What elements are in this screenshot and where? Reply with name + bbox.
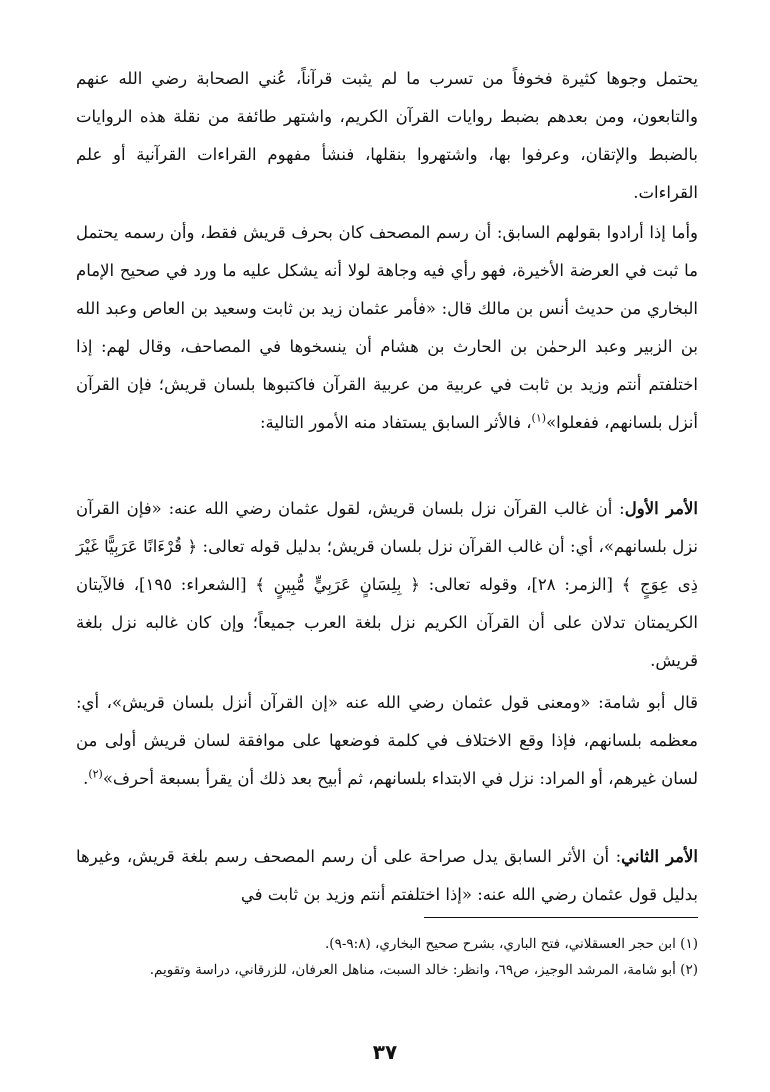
footnote-ref-2[interactable]: (٢) (88, 767, 103, 781)
footnote-2: (٢) أبو شامة، المرشد الوجيز، ص٦٩، وانظر: خالد السبت، مناهل العرفان، للزرقاني، دراسة وتقويم. (149, 962, 698, 978)
paragraph-5 (76, 838, 698, 914)
paragraph-1-text: يحتمل وجوها كثيرة فخوفاً من تسرب ما لم يثبت قرآناً، عُني الصحابة رضي الله عنهم والتابعون، ومن بعدهم بضبط روايات القرآن الكريم، واشتهر طائفة من نقلة هذه الروايات بالضبط والإتقان، وعرفوا بها، واشتهروا بنقلها، فنشأ مفهوم القراءات القرآنية أو علم القراءات. (76, 69, 698, 202)
paragraph-3 (76, 490, 698, 680)
paragraph-5-text: : أن الأثر السابق يدل صراحة على أن رسم المصحف رسم بلغة قريش، وغيرها بدليل قول عثمان رضي الله عنه: «إذا اختلفتم أنتم وزيد بن ثابت في (76, 847, 698, 904)
page-number: ٣٧ (372, 1040, 398, 1064)
paragraph-2 (76, 214, 698, 442)
footnote-ref-1[interactable]: (١) (531, 411, 547, 425)
footnote-1: (١) ابن حجر العسقلاني، فتح الباري، بشرح صحيح البخاري، (٩:٨-٩). (325, 936, 698, 952)
paragraph-1 (76, 60, 698, 212)
paragraph-4 (76, 684, 698, 798)
second-matter-label: الأمر الثاني (621, 847, 698, 866)
paragraph-2-text: وأما إذا أرادوا بقولهم السابق: أن رسم المصحف كان بحرف قريش فقط، وأن رسمه يحتمل ما ثبت في العرضة الأخيرة، فهو رأي فيه وجاهة لولا أنه يشكل عليه ما ورد في صحيح الإمام البخاري من حديث أنس بن مالك قال: «فأمر عثمان زيد بن ثابت وسعيد بن العاص وعبد الله بن الزبير وعبد الرحمٰن بن الحارث بن هشام أن ينسخوها في المصاحف، وقال لهم: إذا اختلفتم أنتم وزيد بن ثابت في عربية من عربية القرآن فاكتبوها بلسان قريش؛ فإن القرآن أنزل بلسانهم، ففعلوا» (76, 223, 698, 432)
paragraph-3-text: : أن غالب القرآن نزل بلسان قريش، لقول عثمان رضي الله عنه: «فإن القرآن نزل بلسانهم»، أي: أن غالب القرآن نزل بلسان قريش؛ بدليل قوله تعالى: ﴿ قُرْءَانًا عَرَبِيًّا غَيْرَ ذِى عِوَجٍ ﴾ [الزمر: ٢٨]، وقوله تعالى: ﴿ بِلِسَانٍ عَرَبِيٍّ مُّبِينٍ ﴾ [الشعراء: ١٩٥]، فالآيتان الكريمتان تدلان على أن القرآن الكريم نزل بلغة العرب جميعاً؛ وإن كان غالبه نزل بلغة قريش. (76, 499, 698, 670)
first-matter-label: الأمر الأول (624, 499, 698, 518)
paragraph-4-tail: . (83, 769, 89, 788)
footnote-divider (424, 917, 698, 918)
paragraph-4-text: قال أبو شامة: «ومعنى قول عثمان رضي الله عنه «إن القرآن أنزل بلسان قريش»، أي: معظمه بلسانهم، فإذا وقع الاختلاف في كلمة فوضعها على موافقة لسان قريش أولى من لسان غيرهم، أو المراد: نزل في الابتداء بلسانهم، ثم أبيح بعد ذلك أن يقرأ بسبعة أحرف» (76, 693, 698, 788)
paragraph-2-tail: ، فالأثر السابق يستفاد منه الأمور التالية: (259, 413, 532, 432)
